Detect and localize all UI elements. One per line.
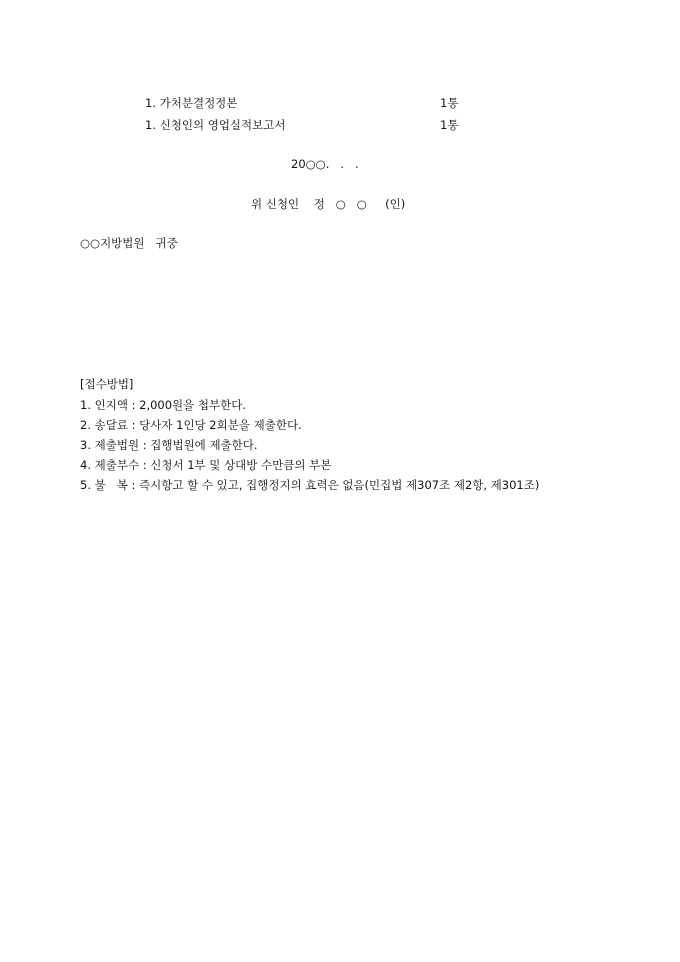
date-line: 20○○. . . [291,157,359,171]
filing-item-3: 3. 제출법원 : 집행법원에 제출한다. [80,438,258,452]
attachment-2-count: 1통 [440,118,459,132]
filing-item-1: 1. 인지액 : 2,000원을 첩부한다. [80,398,247,412]
filing-item-4: 4. 제출부수 : 신청서 1부 및 상대방 수만큼의 부본 [80,458,332,472]
attachment-2-label: 1. 신청인의 영업실적보고서 [145,118,286,132]
filing-heading: [접수방법] [80,377,134,391]
signature-line: 위 신청인 정 ○ ○ (인) [251,197,406,211]
filing-item-2: 2. 송달료 : 당사자 1인당 2회분을 제출한다. [80,418,302,432]
addressee: ○○지방법원 귀중 [80,236,178,250]
filing-item-5: 5. 불 복 : 즉시항고 할 수 있고, 집행정지의 효력은 없음(민집법 제307조 제2항, 제301조) [80,478,540,492]
attachment-1-label: 1. 가처분결정정본 [145,96,238,110]
attachment-1-count: 1통 [440,96,459,110]
